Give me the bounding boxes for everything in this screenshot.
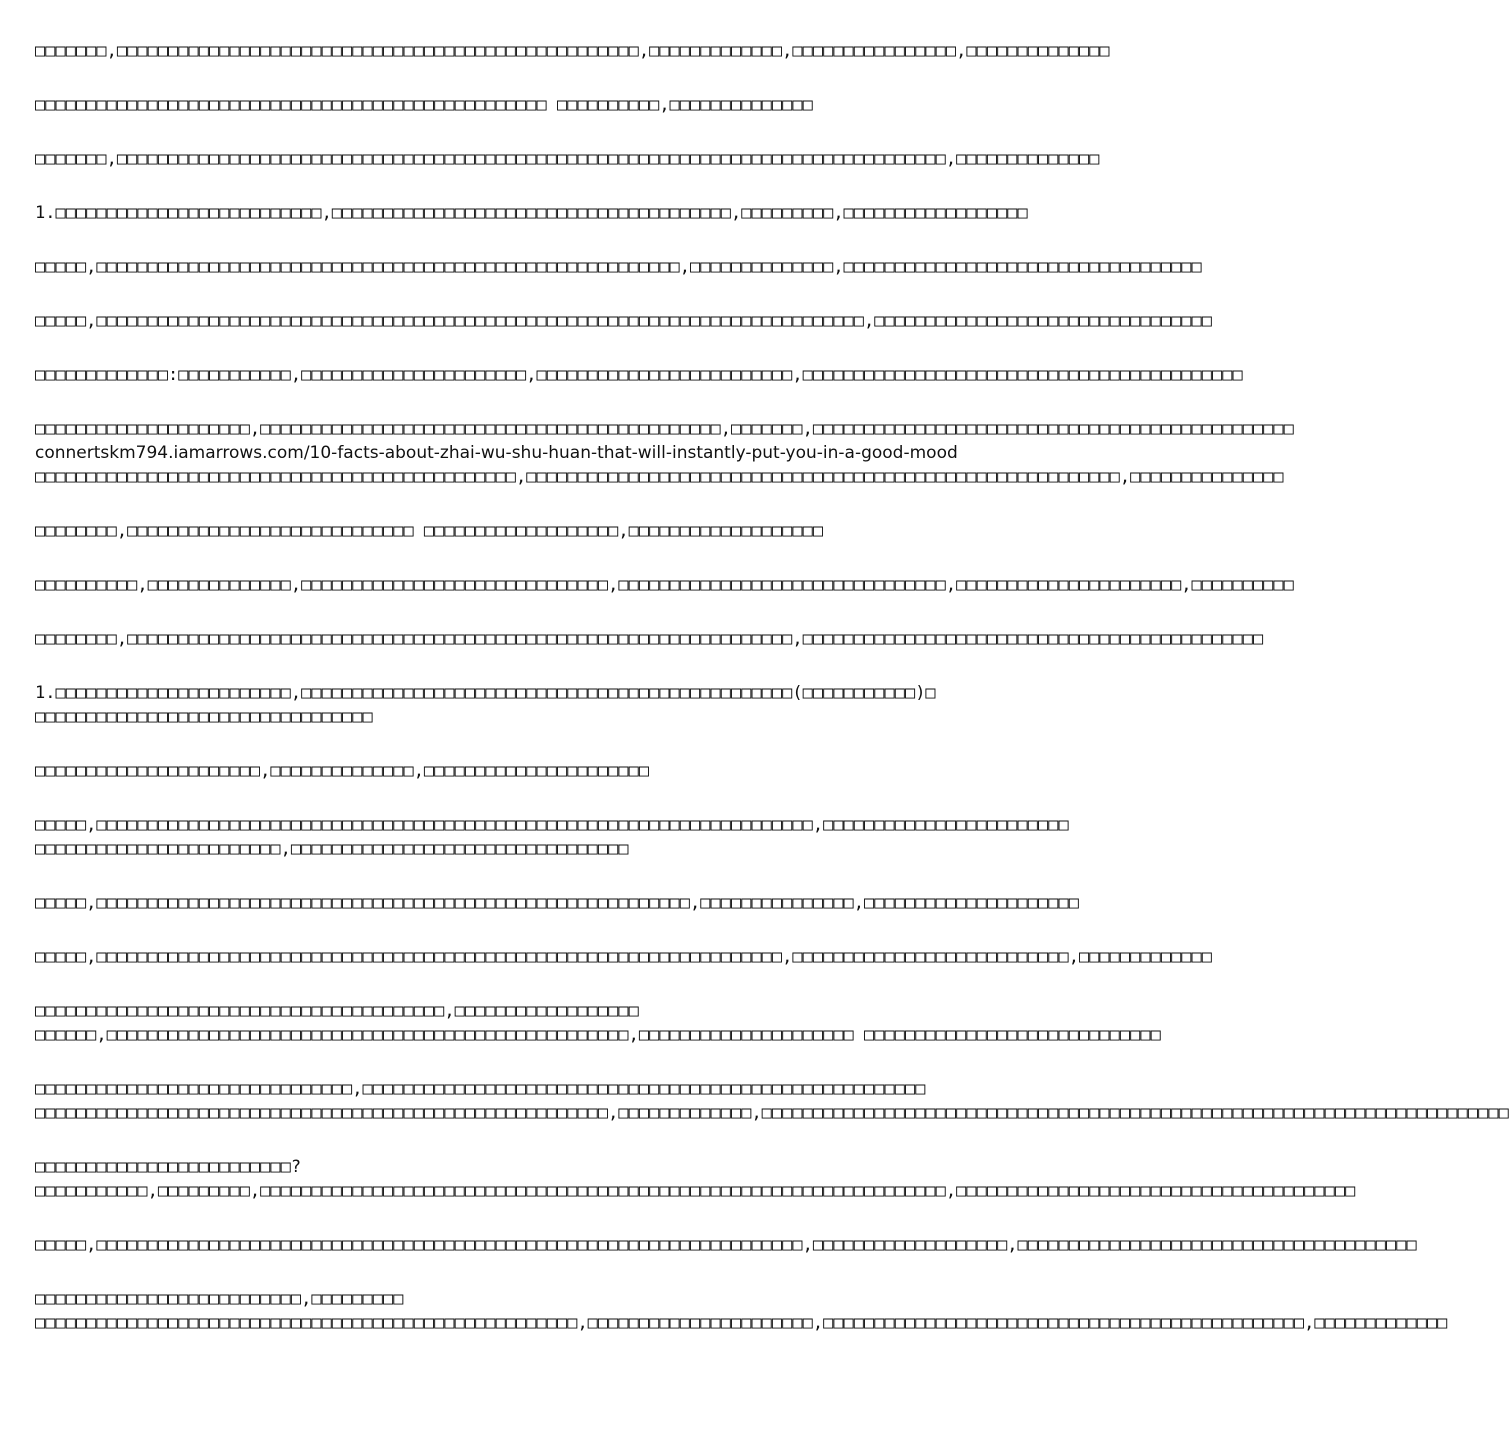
text-line: □□□□□□□□,□□□□□□□□□□□□□□□□□□□□□□□□□□□□ □□□□□□□□□□□□□□□□□□□,□□□□□□□□□□□□□□□□□□□: [35, 521, 824, 541]
text-line: □□□□□□□□□□□□□□□□□□□□□□□□□□□□□□□□□□□□□□□□□□□□□□□□□□□□□□□□,□□□□□□□□□□□□□,□□□□□□□□□□□□□□□□□□□□□□□□□□□□□□□□□□□□□□□□□□□□□□□□□□□□□□□□□□□□□□□□□□□□□□□□□: [35, 1103, 1509, 1123]
text-line: □□□□□□□□□□□□□□□□□□□□□□□□□□□□□□□□□□□□□□□□,□□□□□□□□□□□□□□□□□□: [35, 1001, 639, 1021]
text-line: □□□□□□□□□□□□□□□□□□□□□,□□□□□□□□□□□□□□□□□□□□□□□□□□□□□□□□□□□□□□□□□□□□□,□□□□□□□,□□□□□□□□□□□□□□□□□□□□□□□□□□□□□□□□□□□□□□□□□□□□□□□: [35, 419, 1294, 439]
article-link[interactable]: connertskm794.iamarrows.com/10-facts-about-zhai-wu-shu-huan-that-will-instantly-put-you-in-a-good-mood: [35, 443, 958, 463]
paragraph: [35, 573, 1294, 597]
text-line: □□□□□,□□□□□□□□□□□□□□□□□□□□□□□□□□□□□□□□□□□□□□□□□□□□□□□□□□□□□□□□□□□□□□□□□□□,□□□□□□□□□□□□□□□□□□□□□□□□□□□,□□□□□□□□□□□□□: [35, 947, 1213, 967]
paragraph: [35, 201, 1028, 225]
paragraph: [35, 417, 1294, 489]
paragraph: [35, 309, 1213, 333]
text-line: □□□□□□,□□□□□□□□□□□□□□□□□□□□□□□□□□□□□□□□□□□□□□□□□□□□□□□□□□□,□□□□□□□□□□□□□□□□□□□□□ □□□□□□□□□□□□□□□□□□□□□□□□□□□□□: [35, 1025, 1161, 1045]
text-line: □□□□□,□□□□□□□□□□□□□□□□□□□□□□□□□□□□□□□□□□□□□□□□□□□□□□□□□□□□□□□□□□□□□□□□□□□□□□,□□□□□□□□□□□□□□□□□□□□□□□□: [35, 815, 1069, 835]
text-line: □□□□□□□□□□□□□□□□□□□□□□□□□?: [35, 1157, 302, 1177]
text-line: □□□□□□□,□□□□□□□□□□□□□□□□□□□□□□□□□□□□□□□□□□□□□□□□□□□□□□□□□□□□□□□□□□□□□□□□□□□□□□□□□□□□□□□□□,□□□□□□□□□□□□□□: [35, 149, 1100, 169]
text-line: □□□□□□□□□□□□□□□□□□□□□□□□□□□□□□□□□□□□□□□□□□□□□□□□□□□□□,□□□□□□□□□□□□□□□□□□□□□□,□□□□□□□□□□□□□□□□□□□□□□□□□□□□□□□□□□□□□□□□□□□□□□□,□□□□□□□□□□□□□: [35, 1313, 1448, 1333]
paragraph: [35, 1077, 1509, 1125]
paragraph: [35, 363, 1243, 387]
text-line: □□□□□□□□□□□□□□□□□□□□□□□□□□□□□□□□□: [35, 707, 373, 727]
paragraph: [35, 39, 1110, 63]
text-line: □□□□□□□□□□□□□□□□□□□□□□□□□□□□□□□□□□□□□□□□□□□□□□□□□□ □□□□□□□□□□,□□□□□□□□□□□□□□: [35, 95, 813, 115]
text-line: □□□□□□□□,□□□□□□□□□□□□□□□□□□□□□□□□□□□□□□□□□□□□□□□□□□□□□□□□□□□□□□□□□□□□□□□□□,□□□□□□□□□□□□□□□□□□□□□□□□□□□□□□□□□□□□□□□□□□□□□: [35, 629, 1264, 649]
paragraph: [35, 999, 1161, 1047]
text-line: □□□□□□□□□□□□□□□□□□□□□□□□□□□□□□□,□□□□□□□□□□□□□□□□□□□□□□□□□□□□□□□□□□□□□□□□□□□□□□□□□□□□□□□: [35, 1079, 926, 1099]
paragraph: [35, 1233, 1417, 1257]
text-line: □□□□□□□□□□□□□□□□□□□□□□□□,□□□□□□□□□□□□□□□□□□□□□□□□□□□□□□□□□: [35, 839, 629, 859]
article-body: [35, 39, 1509, 1365]
paragraph: [35, 93, 989, 117]
paragraph: [35, 1287, 1448, 1335]
text-line: □□□□□□□□□□□□□□□□□□□□□□□□□□□□□□□□□□□□□□□□□□□□□□□,□□□□□□□□□□□□□□□□□□□□□□□□□□□□□□□□□□□□□□□□□□□□□□□□□□□□□□□□□□,□□□□□□□□□□□□□□□: [35, 467, 1284, 487]
text-line: □□□□□,□□□□□□□□□□□□□□□□□□□□□□□□□□□□□□□□□□□□□□□□□□□□□□□□□□□□□□□□□,□□□□□□□□□□□□□□,□□□□□□□□□□□□□□□□□□□□□□□□□□□□□□□□□□□: [35, 257, 1202, 277]
text-line: □□□□□□□□□□□,□□□□□□□□□,□□□□□□□□□□□□□□□□□□□□□□□□□□□□□□□□□□□□□□□□□□□□□□□□□□□□□□□□□□□□□□□□□□□,□□□□□□□□□□□□□□□□□□□□□□□□□□□□□□□□□□□□□□□: [35, 1181, 1356, 1201]
paragraph: [35, 627, 1264, 651]
paragraph: [35, 759, 989, 783]
paragraph: [35, 1155, 1356, 1203]
text-line: □□□□□,□□□□□□□□□□□□□□□□□□□□□□□□□□□□□□□□□□□□□□□□□□□□□□□□□□□□□□□□□□□□□□□□□□□□□□□□□□□,□□□□□□□□□□□□□□□□□□□□□□□□□□□□□□□□□: [35, 311, 1213, 331]
paragraph: [35, 891, 1079, 915]
text-line: □□□□□□□,□□□□□□□□□□□□□□□□□□□□□□□□□□□□□□□□□□□□□□□□□□□□□□□□□□□,□□□□□□□□□□□□□,□□□□□□□□□□□□□□□□,□□□□□□□□□□□□□□: [35, 41, 1110, 61]
text-line: □□□□□□□□□□□□□□□□□□□□□□,□□□□□□□□□□□□□□,□□□□□□□□□□□□□□□□□□□□□□: [35, 761, 650, 781]
text-line: □□□□□□□□□□□□□:□□□□□□□□□□□,□□□□□□□□□□□□□□□□□□□□□□,□□□□□□□□□□□□□□□□□□□□□□□□□,□□□□□□□□□□□□□□□□□□□□□□□□□□□□□□□□□□□□□□□□□□□: [35, 365, 1243, 385]
paragraph: [35, 813, 1069, 861]
paragraph: [35, 945, 1213, 969]
text-line: □□□□□□□□□□,□□□□□□□□□□□□□□,□□□□□□□□□□□□□□□□□□□□□□□□□□□□□□,□□□□□□□□□□□□□□□□□□□□□□□□□□□□□□□□,□□□□□□□□□□□□□□□□□□□□□□,□□□□□□□□□□: [35, 575, 1294, 595]
paragraph: [35, 681, 989, 729]
text-line: 1.□□□□□□□□□□□□□□□□□□□□□□□□□□,□□□□□□□□□□□□□□□□□□□□□□□□□□□□□□□□□□□□□□□,□□□□□□□□□,□□□□□□□□□□□□□□□□□□: [35, 203, 1028, 223]
text-line: □□□□□□□□□□□□□□□□□□□□□□□□□□,□□□□□□□□□: [35, 1289, 404, 1309]
paragraph: [35, 519, 989, 543]
paragraph: [35, 255, 1202, 279]
paragraph: [35, 147, 1100, 171]
text-line: □□□□□,□□□□□□□□□□□□□□□□□□□□□□□□□□□□□□□□□□□□□□□□□□□□□□□□□□□□□□□□□□□□□□□□□□□□□,□□□□□□□□□□□□□□□□□□□,□□□□□□□□□□□□□□□□□□□□□□□□□□□□□□□□□□□□□□□: [35, 1235, 1417, 1255]
text-line: 1.□□□□□□□□□□□□□□□□□□□□□□□,□□□□□□□□□□□□□□□□□□□□□□□□□□□□□□□□□□□□□□□□□□□□□□□□(□□□□□□□□□□□)□: [35, 683, 936, 703]
text-line: □□□□□,□□□□□□□□□□□□□□□□□□□□□□□□□□□□□□□□□□□□□□□□□□□□□□□□□□□□□□□□□□,□□□□□□□□□□□□□□□,□□□□□□□□□□□□□□□□□□□□□: [35, 893, 1079, 913]
